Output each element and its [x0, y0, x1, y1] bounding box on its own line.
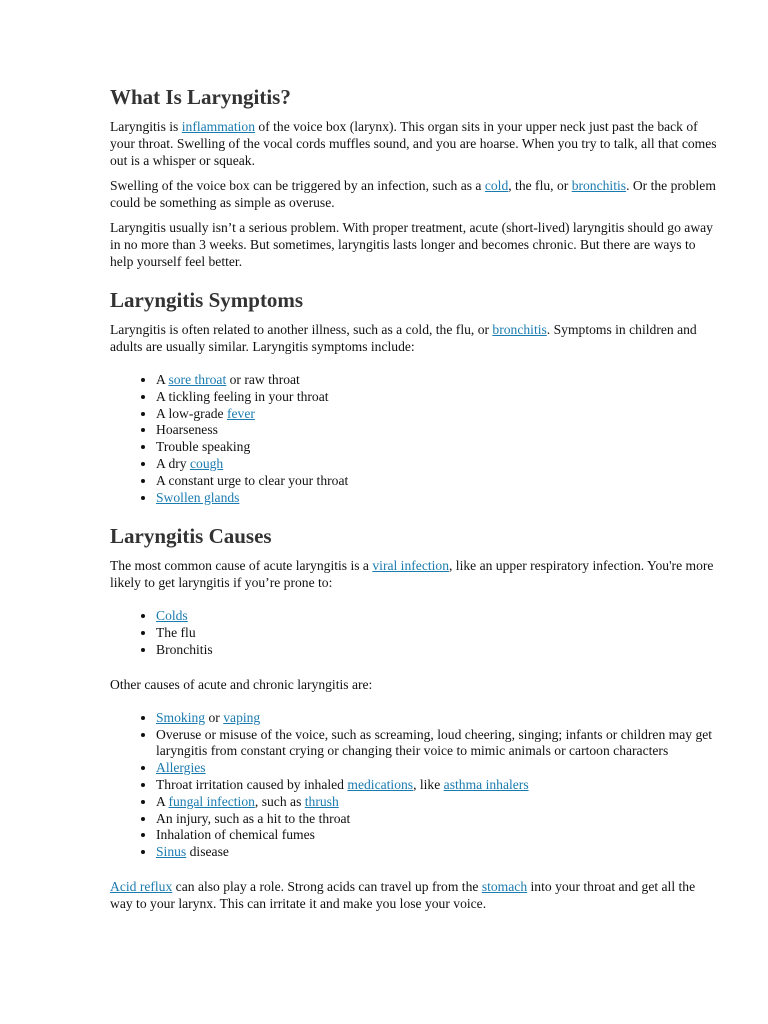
link-inflammation[interactable]: inflammation — [181, 119, 255, 134]
link-acid-reflux[interactable]: Acid reflux — [110, 878, 173, 894]
link-smoking[interactable]: Smoking — [156, 709, 206, 725]
link-cough[interactable]: cough — [189, 455, 224, 471]
list-item: • Sinus disease — [156, 844, 720, 861]
link-medications[interactable]: medications — [347, 776, 414, 792]
link-sore-throat[interactable]: sore throat — [168, 372, 227, 387]
link-viral-infection[interactable]: viral infection — [372, 558, 449, 574]
list-item: • A constant urge to clear your throat — [156, 473, 720, 490]
list-item: • Bronchitis — [156, 642, 720, 659]
list-item: • Smoking or vaping — [156, 710, 720, 727]
link-stomach[interactable]: stomach — [481, 878, 528, 894]
list-item — [156, 760, 720, 777]
paragraph-other-causes-intro: Other causes of acute and chronic laryngitis are: — [110, 676, 373, 692]
heading-causes: Laryngitis Causes — [110, 524, 272, 549]
list-item: • The flu — [156, 625, 720, 642]
other-causes-list — [110, 710, 720, 861]
link-cold[interactable]: cold — [484, 178, 509, 193]
paragraph-acid-reflux: Acid reflux can also play a role. Strong acids can travel up from the stomach into your throat and get all the way to your larynx. This can irritate it and make you lose your voice. — [110, 878, 696, 911]
link-asthma-inhalers[interactable]: asthma inhalers — [443, 776, 529, 792]
article — [110, 84, 720, 920]
paragraph-causes-intro: The most common cause of acute laryngitis is a viral infection, like an upper respiratory infection. You're more likely to get laryngitis if you’re prone to: — [110, 558, 714, 591]
list-item: • Hoarseness — [156, 422, 720, 439]
list-item: • A dry cough — [156, 456, 720, 473]
list-item: • A low-grade fever — [156, 406, 720, 423]
paragraph-definition: Laryngitis is inflammation of the voice box (larynx). This organ sits in your upper neck just past the back of your throat. Swelling of the vocal cords muffles sound, and you are hoarse. When you try to talk, all that comes out is a whisper or squeak. — [110, 119, 717, 168]
list-item: • Inhalation of chemical fumes — [156, 827, 720, 844]
link-allergies[interactable]: Allergies — [156, 760, 206, 776]
paragraph-symptoms-intro: Laryngitis is often related to another illness, such as a cold, the flu, or bronchitis. Symptoms in children and adults are usually similar. Laryngitis symptoms include: — [110, 322, 697, 354]
link-fever[interactable]: fever — [226, 405, 255, 421]
link-bronchitis[interactable]: bronchitis — [571, 178, 627, 193]
paragraph-triggers: Swelling of the voice box can be triggered by an infection, such as a cold, the flu, or bronchitis. Or the problem could be something as simple as overuse. — [110, 178, 716, 210]
list-item: • A sore throat or raw throat — [156, 372, 720, 389]
link-vaping[interactable]: vaping — [223, 709, 261, 725]
link-swollen-glands[interactable]: Swollen glands — [156, 489, 240, 505]
list-item — [156, 490, 720, 507]
link-colds[interactable]: Colds — [156, 608, 188, 624]
list-item: • Throat irritation caused by inhaled medications, like asthma inhalers — [156, 777, 720, 794]
heading-what-is-laryngitis: What Is Laryngitis? — [110, 85, 291, 109]
list-item: • Trouble speaking — [156, 439, 720, 456]
link-bronchitis-symptoms[interactable]: bronchitis — [492, 322, 547, 337]
link-sinus[interactable]: Sinus — [156, 844, 187, 860]
symptoms-list — [110, 372, 720, 506]
paragraph-seriousness: Laryngitis usually isn’t a serious problem. With proper treatment, acute (short-lived) laryngitis should go away in no more than 3 weeks. But sometimes, laryngitis lasts longer and becomes chronic. But there are ways to help yourself feel better. — [110, 220, 713, 269]
list-item: • An injury, such as a hit to the throat — [156, 811, 720, 828]
link-thrush[interactable]: thrush — [304, 793, 339, 809]
prone-list — [110, 608, 720, 658]
link-fungal-infection[interactable]: fungal infection — [168, 793, 255, 809]
list-item: • Overuse or misuse of the voice, such as screaming, loud cheering, singing; infants or children may get laryngitis from constant crying or changing their voice to mimic animals or cartoon characters — [156, 727, 720, 761]
heading-symptoms: Laryngitis Symptoms — [110, 288, 304, 312]
list-item: • A fungal infection, such as thrush — [156, 794, 720, 811]
list-item — [156, 608, 720, 625]
list-item: • A tickling feeling in your throat — [156, 389, 720, 406]
